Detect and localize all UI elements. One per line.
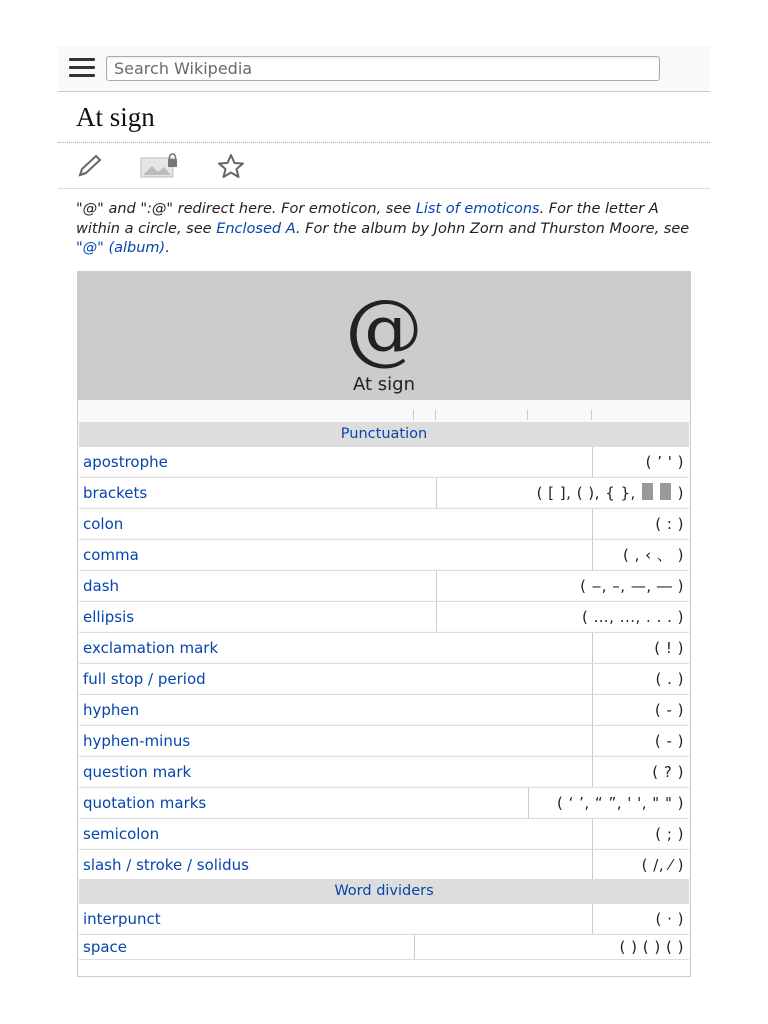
top-bar <box>58 46 710 92</box>
page-actions <box>58 143 710 189</box>
row-link[interactable]: semicolon <box>83 825 160 843</box>
row-glyphs: ( : ) <box>655 515 684 533</box>
row-glyphs: ( ; ) <box>655 825 684 843</box>
row-glyphs: ( ‘ ’, “ ”, ' ', " " ) <box>556 794 684 812</box>
link-at-album[interactable]: "@" (album) <box>76 240 166 256</box>
row-glyphs: ( , ‹ 、 ) <box>622 546 684 564</box>
cell-divider <box>592 664 593 694</box>
row-link[interactable]: space <box>83 938 128 956</box>
search-input[interactable] <box>106 56 660 81</box>
table-divider <box>527 410 528 420</box>
cell-divider <box>592 447 593 477</box>
list-item <box>79 725 689 755</box>
cell-divider <box>592 819 593 849</box>
row-link[interactable]: question mark <box>83 763 192 781</box>
link-enclosed-a[interactable]: Enclosed A <box>216 220 296 237</box>
table-divider <box>413 410 414 420</box>
hatnote-text: . <box>165 240 170 256</box>
at-symbol: @ <box>345 284 423 374</box>
list-item <box>79 818 689 848</box>
list-item <box>79 508 689 538</box>
star-icon[interactable] <box>216 153 246 179</box>
row-link[interactable]: interpunct <box>83 910 161 928</box>
list-item <box>79 903 689 933</box>
cell-divider <box>436 478 437 508</box>
cell-divider <box>592 540 593 570</box>
cell-divider <box>436 571 437 601</box>
row-glyphs: ( - ) <box>654 732 684 750</box>
row-glyphs: ( · ) <box>655 910 684 928</box>
infobox-caption: At sign <box>353 374 415 395</box>
list-item <box>79 787 689 817</box>
cell-divider <box>414 935 415 960</box>
hatnote <box>76 200 696 259</box>
row-glyphs: ( /, ⁄ ) <box>641 856 684 874</box>
row-glyphs: ( ? ) <box>652 763 684 781</box>
list-item <box>79 539 689 569</box>
list-item <box>79 663 689 693</box>
infobox <box>77 271 691 977</box>
row-glyphs: ( ! ) <box>654 639 684 657</box>
table-divider <box>435 410 436 420</box>
list-item <box>79 601 689 631</box>
page-title: At sign <box>76 102 155 132</box>
cell-divider <box>436 602 437 632</box>
row-glyphs: ( ’ ' ) <box>645 453 684 471</box>
cell-divider <box>592 695 593 725</box>
bracket-text: ( [ ], ( ), { }, <box>536 484 642 502</box>
row-link[interactable]: apostrophe <box>83 453 168 471</box>
row-link[interactable]: full stop / period <box>83 670 206 688</box>
hatnote-text: "@" and ":@" redirect here. For emoticon, see <box>76 201 416 217</box>
row-link[interactable]: ellipsis <box>83 608 135 626</box>
list-item <box>79 477 689 507</box>
infobox-header <box>78 272 690 400</box>
cell-divider <box>592 726 593 756</box>
cell-divider <box>592 850 593 880</box>
row-glyphs: ( …, ..., . . . ) <box>582 608 684 626</box>
cell-divider <box>592 757 593 787</box>
missing-glyph-icon <box>642 483 653 500</box>
cell-divider <box>592 509 593 539</box>
list-item <box>79 570 689 600</box>
row-glyphs: ( [ ], ( ), { }, ) <box>536 484 684 502</box>
list-item <box>79 849 689 879</box>
group-header-word-dividers[interactable]: Word dividers <box>79 879 689 903</box>
hatnote-text: . For the letter A within a circle, see <box>76 201 659 237</box>
list-item <box>79 959 689 977</box>
list-item <box>79 694 689 724</box>
group-header-punctuation[interactable]: Punctuation <box>79 422 689 446</box>
row-glyphs: ( ‐ ) <box>654 701 684 719</box>
link-list-of-emoticons[interactable]: List of emoticons <box>415 201 540 217</box>
image-locked-icon[interactable] <box>140 153 180 179</box>
row-link[interactable]: hyphen <box>83 701 140 719</box>
hatnote-text: . For the album by John Zorn and Thurston Moore, see <box>295 220 690 237</box>
row-link[interactable]: exclamation mark <box>83 639 219 657</box>
cell-divider <box>528 788 529 818</box>
row-link[interactable]: slash / stroke / solidus <box>83 856 249 874</box>
menu-icon[interactable] <box>69 58 95 80</box>
row-glyphs: ( . ) <box>655 670 684 688</box>
row-link[interactable]: dash <box>83 577 120 595</box>
list-item <box>79 934 689 959</box>
row-link[interactable]: hyphen-minus <box>83 732 191 750</box>
edit-icon[interactable] <box>76 153 106 179</box>
cell-divider <box>592 633 593 663</box>
list-item <box>79 446 689 476</box>
row-link[interactable]: colon <box>83 515 124 533</box>
table-divider <box>591 410 592 420</box>
row-glyphs: ( ) ( ) ( ) <box>619 938 684 956</box>
list-item <box>79 756 689 786</box>
row-glyphs: ( ‒, –, —, ― ) <box>580 577 684 595</box>
row-link[interactable]: quotation marks <box>83 794 207 812</box>
row-link[interactable]: comma <box>83 546 139 564</box>
missing-glyph-icon <box>660 483 671 500</box>
row-link[interactable]: brackets <box>83 484 148 502</box>
cell-divider <box>592 904 593 934</box>
list-item <box>79 632 689 662</box>
